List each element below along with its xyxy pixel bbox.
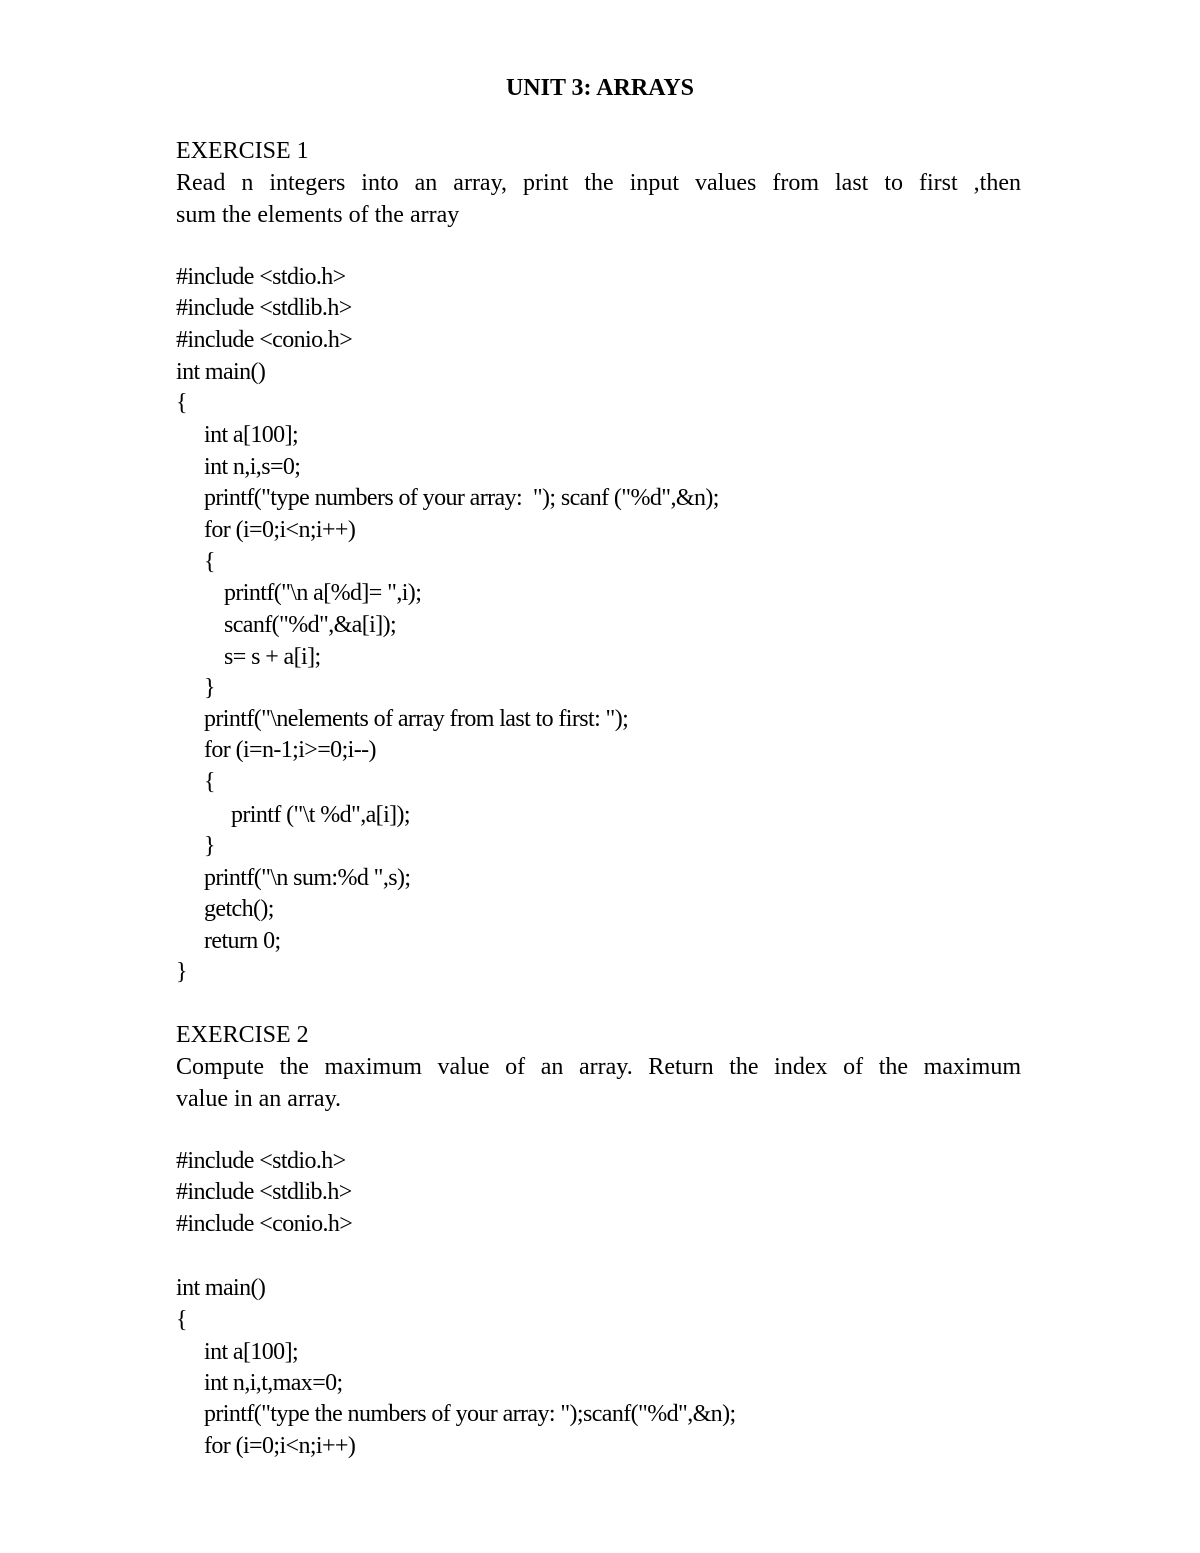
- code-line: int a[100];: [204, 1339, 299, 1365]
- code-line: printf("type the numbers of your array: ");scanf("%d",&n);: [204, 1401, 736, 1427]
- code-line: printf("type numbers of your array: "); scanf ("%d",&n);: [204, 485, 719, 511]
- code-line: }: [204, 675, 215, 701]
- code-line: int main(): [176, 359, 266, 385]
- code-line: #include <stdlib.h>: [176, 295, 352, 321]
- code-line: }: [204, 833, 215, 859]
- code-line: int n,i,s=0;: [204, 454, 301, 480]
- code-line: int n,i,t,max=0;: [204, 1370, 343, 1396]
- code-line: for (i=0;i<n;i++): [204, 517, 356, 543]
- code-line: for (i=n-1;i>=0;i--): [204, 737, 376, 763]
- code-line: {: [204, 769, 215, 795]
- code-line: #include <stdlib.h>: [176, 1179, 352, 1205]
- code-line: printf("\nelements of array from last to first: ");: [204, 706, 629, 732]
- exercise-2-description-line: Compute the maximum value of an array. Return the index of the maximum: [176, 1054, 1021, 1080]
- code-line: }: [176, 959, 187, 985]
- code-line: #include <stdio.h>: [176, 1148, 346, 1174]
- exercise-1-description-line: sum the elements of the array: [176, 202, 460, 228]
- code-line: {: [176, 1307, 187, 1333]
- code-line: scanf("%d",&a[i]);: [224, 612, 397, 638]
- code-line: for (i=0;i<n;i++): [204, 1433, 356, 1459]
- code-line: int main(): [176, 1275, 266, 1301]
- code-line: getch();: [204, 896, 274, 922]
- code-line: printf("\n a[%d]= ",i);: [224, 580, 422, 606]
- code-line: return 0;: [204, 928, 281, 954]
- code-line: int a[100];: [204, 422, 299, 448]
- document-title: UNIT 3: ARRAYS: [505, 75, 695, 101]
- exercise-2-heading: EXERCISE 2: [176, 1022, 309, 1048]
- code-line: #include <stdio.h>: [176, 264, 346, 290]
- code-line: s= s + a[i];: [224, 644, 321, 670]
- code-line: #include <conio.h>: [176, 1211, 353, 1237]
- exercise-1-description-line: Read n integers into an array, print the input values from last to first ,then: [176, 170, 1021, 196]
- code-line: printf("\n sum:%d ",s);: [204, 865, 411, 891]
- code-line: printf ("\t %d",a[i]);: [231, 802, 410, 828]
- exercise-2-description-line: value in an array.: [176, 1086, 342, 1112]
- code-line: {: [176, 390, 187, 416]
- exercise-1-heading: EXERCISE 1: [176, 138, 309, 164]
- code-line: {: [204, 549, 215, 575]
- code-line: #include <conio.h>: [176, 327, 353, 353]
